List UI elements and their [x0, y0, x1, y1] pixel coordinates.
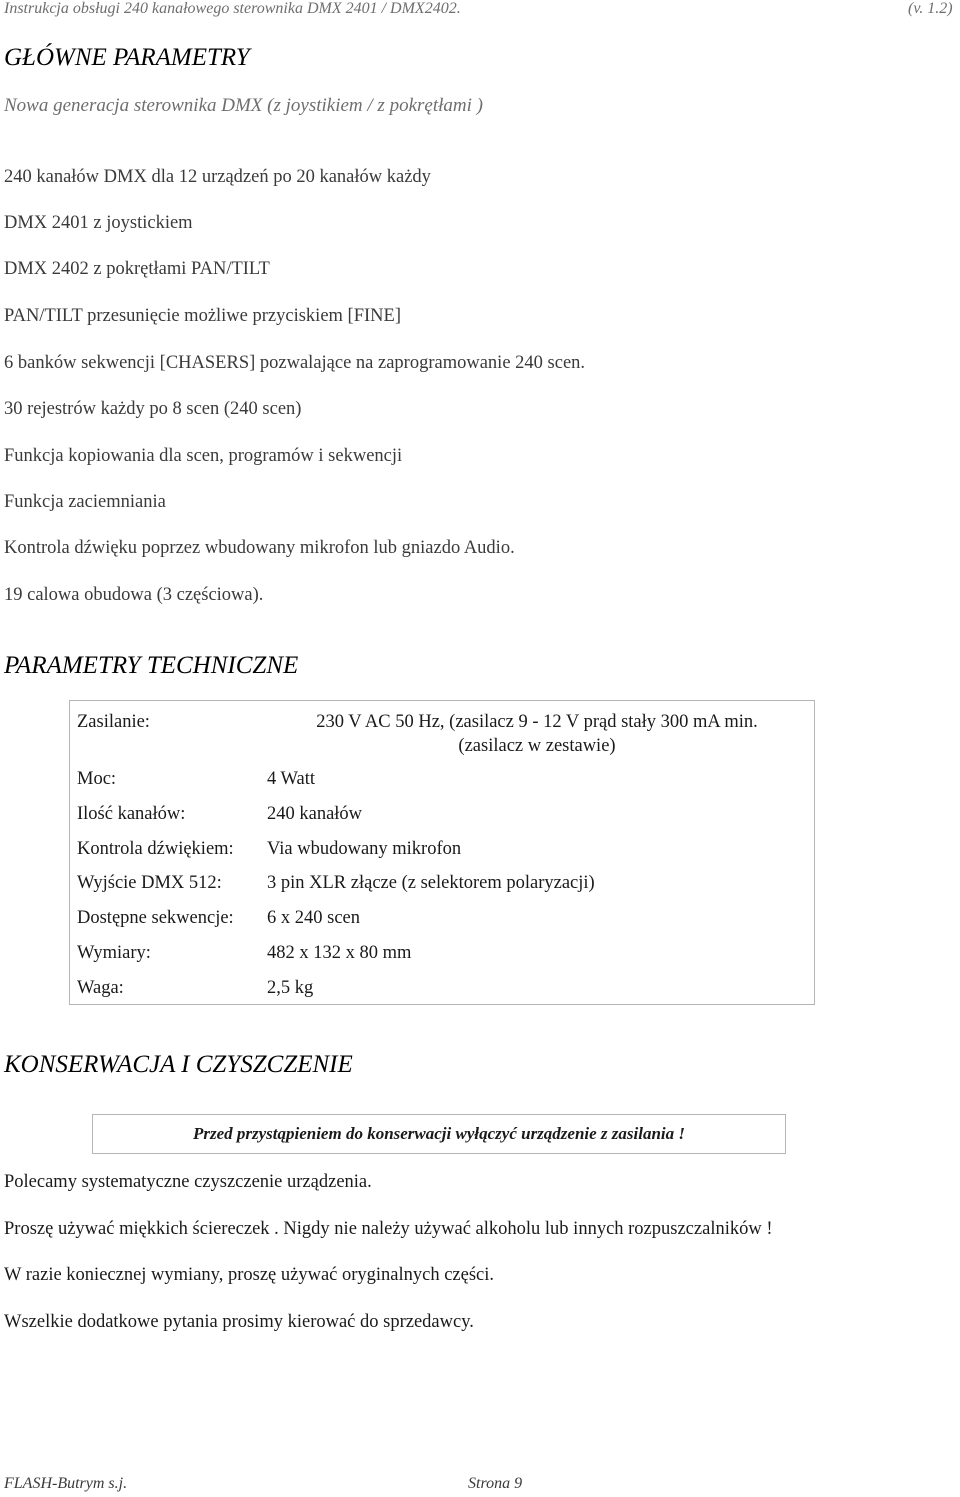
spec-value: 2,5 kg: [267, 978, 314, 998]
spec-value: 230 V AC 50 Hz, (zasilacz 9 - 12 V prąd stały 300 mA min.: [316, 712, 758, 732]
spec-label: Ilość kanałów:: [77, 804, 186, 824]
spec-label: Moc:: [77, 769, 117, 789]
paragraph: Wszelkie dodatkowe pytania prosimy kierować do sprzedawcy.: [4, 1312, 474, 1332]
spec-label: Zasilanie:: [77, 712, 150, 732]
spec-label: Waga:: [77, 978, 124, 998]
spec-value: Via wbudowany mikrofon: [267, 839, 462, 859]
spec-value: 240 kanałów: [267, 804, 363, 824]
spec-value: 482 x 132 x 80 mm: [267, 943, 412, 963]
warning-text: Przed przystąpieniem do konserwacji wyłączyć urządzenie z zasilania !: [192, 1124, 686, 1143]
spec-label: Wymiary:: [77, 943, 151, 963]
spec-label: Dostępne sekwencje:: [77, 908, 234, 928]
feature-line: 30 rejestrów każdy po 8 scen (240 scen): [4, 399, 302, 419]
paragraph: W razie koniecznej wymiany, proszę używać oryginalnych części.: [4, 1265, 495, 1285]
footer-page-number: Strona 9: [468, 1475, 523, 1492]
feature-line: PAN/TILT przesunięcie możliwe przyciskiem [FINE]: [4, 306, 401, 326]
paragraph: Proszę używać miękkich ściereczek . Nigdy nie należy używać alkoholu lub innych rozpuszczalników !: [4, 1219, 773, 1239]
section-heading-maintenance: KONSERWACJA I CZYSZCZENIE: [4, 1051, 353, 1078]
spec-value: 4 Watt: [267, 769, 316, 789]
spec-label: Kontrola dźwiękiem:: [77, 839, 234, 859]
section-heading-technical-parameters: PARAMETRY TECHNICZNE: [4, 652, 299, 679]
footer-company: FLASH-Butrym s.j.: [4, 1475, 128, 1492]
feature-line: DMX 2401 z joystickiem: [4, 213, 193, 233]
section-subtitle: Nowa generacja sterownika DMX (z joystikiem / z pokrętłami ): [4, 95, 483, 116]
spec-label: Wyjście DMX 512:: [77, 873, 222, 893]
feature-line: 240 kanałów DMX dla 12 urządzeń po 20 kanałów każdy: [4, 167, 431, 187]
section-heading-main-parameters: GŁÓWNE PARAMETRY: [4, 44, 250, 71]
spec-value: 3 pin XLR złącze (z selektorem polaryzacji): [267, 873, 595, 893]
paragraph: Polecamy systematyczne czyszczenie urządzenia.: [4, 1172, 372, 1192]
technical-parameters-table: [69, 700, 815, 1005]
warning-box: [92, 1114, 786, 1154]
feature-line: 6 banków sekwencji [CHASERS] pozwalające na zaprogramowanie 240 scen.: [4, 353, 586, 373]
feature-line: Funkcja zaciemniania: [4, 492, 166, 512]
spec-value-note: (zasilacz w zestawie): [458, 736, 616, 756]
feature-line: Kontrola dźwięku poprzez wbudowany mikrofon lub gniazdo Audio.: [4, 538, 515, 558]
feature-line: DMX 2402 z pokrętłami PAN/TILT: [4, 259, 270, 279]
document-header-title: Instrukcja obsługi 240 kanałowego sterownika DMX 2401 / DMX2402.: [4, 0, 461, 17]
feature-line: Funkcja kopiowania dla scen, programów i sekwencji: [4, 446, 403, 466]
spec-value: 6 x 240 scen: [267, 908, 360, 928]
document-version: (v. 1.2): [908, 0, 953, 17]
feature-line: 19 calowa obudowa (3 częściowa).: [4, 585, 264, 605]
